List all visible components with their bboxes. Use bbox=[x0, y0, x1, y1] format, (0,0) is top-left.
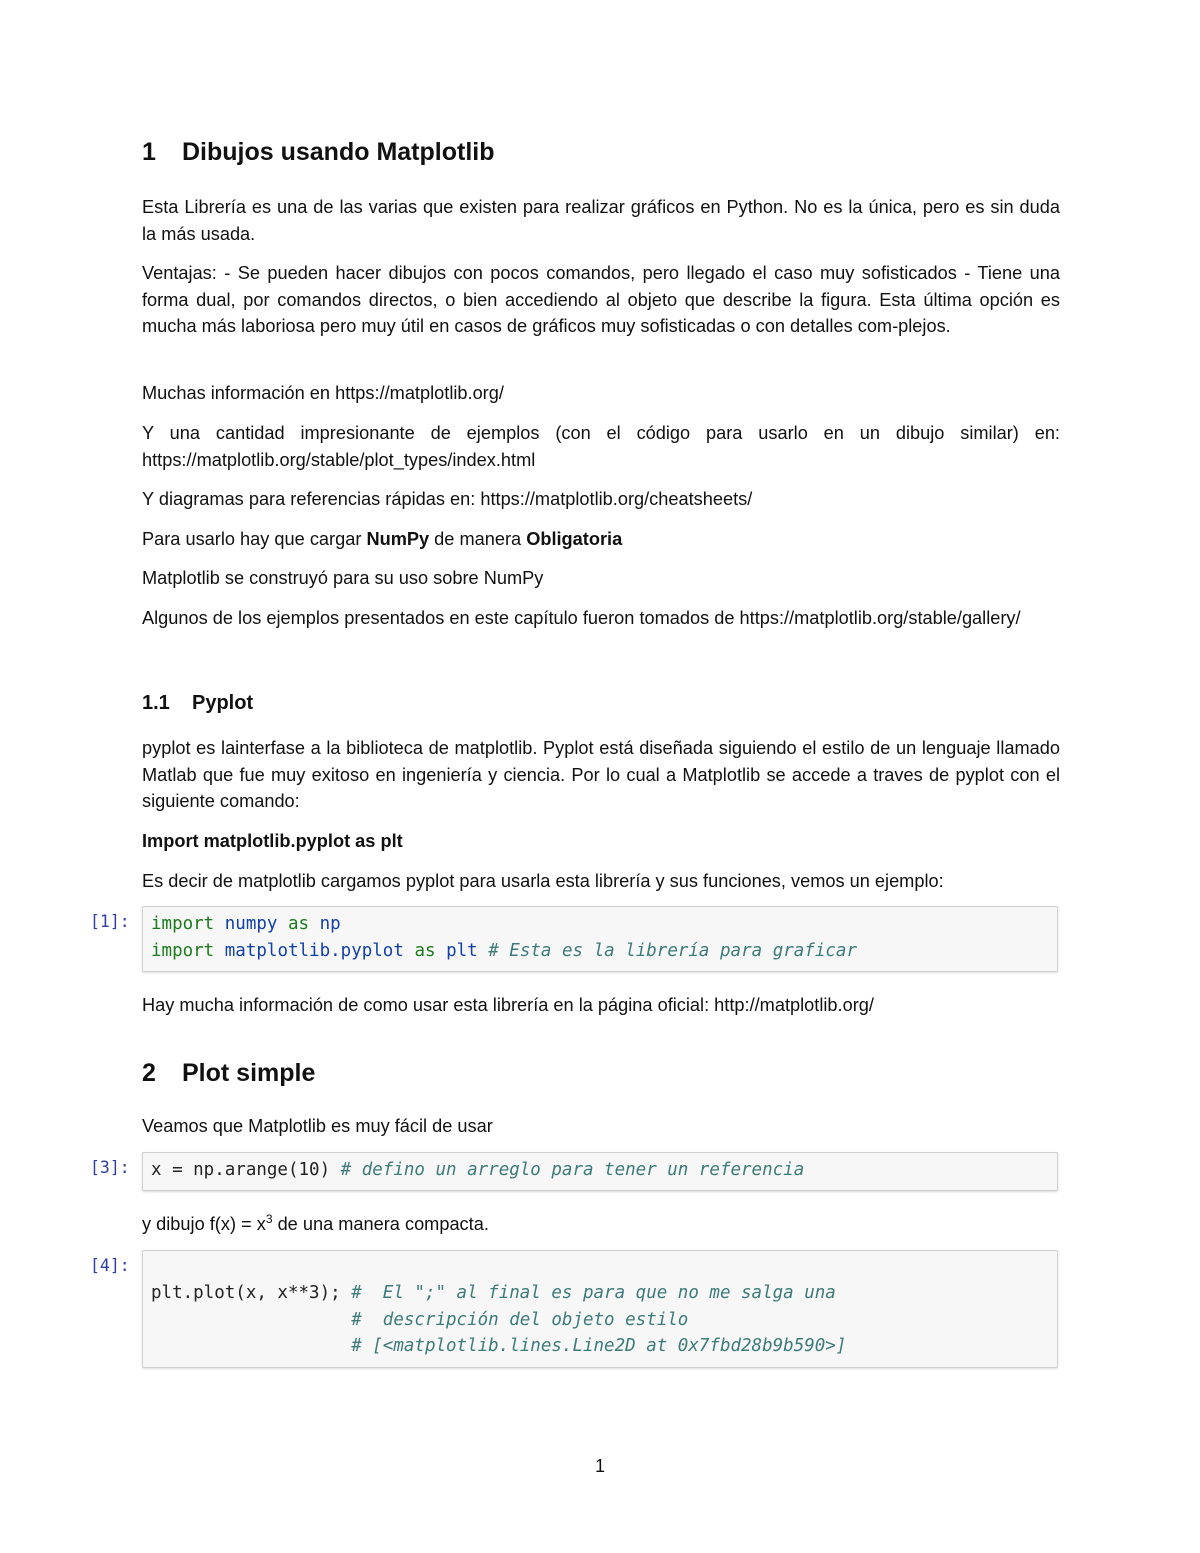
paragraph-diagramas: Y diagramas para referencias rápidas en: https://matplotlib.org/cheatsheets/ bbox=[142, 489, 753, 509]
paragraph-construyo: Matplotlib se construyó para su uso sobre NumPy bbox=[142, 568, 544, 588]
code-line: plt.plot(x, x**3); # El ";" al final es para que no me salga una # descripción del objeto estilo # [<matplotlib.lines.Line2D at 0x7fbd28b9b590>] bbox=[151, 1283, 847, 1356]
paragraph-hay-mucha: Hay mucha información de como usar esta librería en la página oficial: http://matplotlib.org/ bbox=[142, 995, 874, 1015]
code-line: import numpy as np import matplotlib.pyplot as plt # Esta es la librería para graficar bbox=[151, 914, 857, 961]
section-heading-2: 2 Plot simple bbox=[142, 1059, 316, 1087]
paragraph-ventajas: Ventajas: - Se pueden hacer dibujos con pocos comandos, pero llegado el caso muy sofisticados - Tiene una forma dual, por comandos directos, o bien accediendo al objeto que describe la figura. Esta última opción es mucha más laboriosa pero muy útil en casos de gráficos muy sofisticadas o con detalles com-plejos. bbox=[142, 263, 1060, 336]
code-line: x = np.arange(10) # defino un arreglo para tener un referencia bbox=[151, 1160, 805, 1180]
section-heading-1-1: 1.1 Pyplot bbox=[142, 692, 254, 714]
cell-prompt-4: [4]: bbox=[90, 1256, 130, 1275]
cell-prompt-3: [3]: bbox=[90, 1158, 130, 1177]
paragraph-ejemplos: Y una cantidad impresionante de ejemplos (con el código para usarlo en un dibujo similar) en: https://matplotlib.org/stable/plot_types/index.html bbox=[142, 423, 1060, 470]
page-number: 1 bbox=[594, 1456, 605, 1476]
cell-prompt-1: [1]: bbox=[90, 912, 130, 931]
import-command-text: Import matplotlib.pyplot as plt bbox=[142, 831, 403, 851]
code-cell-3[interactable] bbox=[142, 1152, 1058, 1191]
paragraph-intro: Esta Librería es una de las varias que existen para realizar gráficos en Python. No es la única, pero es sin duda la más usada. bbox=[142, 197, 1060, 244]
section-title: Dibujos usando Matplotlib bbox=[182, 138, 495, 166]
code-cell-4[interactable] bbox=[142, 1250, 1058, 1368]
paragraph-info: Muchas información en https://matplotlib.org/ bbox=[142, 383, 504, 403]
paragraph-algunos: Algunos de los ejemplos presentados en este capítulo fueron tomados de https://matplotlib.org/stable/gallery/ bbox=[142, 608, 1021, 628]
paragraph-cargar: Para usarlo hay que cargar NumPy de manera Obligatoria bbox=[142, 529, 623, 549]
paragraph-veamos: Veamos que Matplotlib es muy fácil de usar bbox=[142, 1116, 493, 1136]
paragraph-dibujo: y dibujo $f(x) = x^3$ de una manera compacta. bbox=[142, 1211, 489, 1234]
code-cell-1[interactable] bbox=[142, 906, 1058, 972]
paragraph-es-decir: Es decir de matplotlib cargamos pyplot para usarla esta librería y sus funciones, vemos un ejemplo: bbox=[142, 871, 944, 891]
section-heading-1: 1 Dibujos usando Matplotlib bbox=[142, 138, 495, 166]
paragraph-pyplot: pyplot es lainterfase a la biblioteca de matplotlib. Pyplot está diseñada siguiendo el estilo de un lenguaje llamado Matlab que fue muy exitoso en ingeniería y ciencia. Por lo cual a Matplotlib se accede a traves de pyplot con el siguiente comando: bbox=[142, 738, 1060, 811]
